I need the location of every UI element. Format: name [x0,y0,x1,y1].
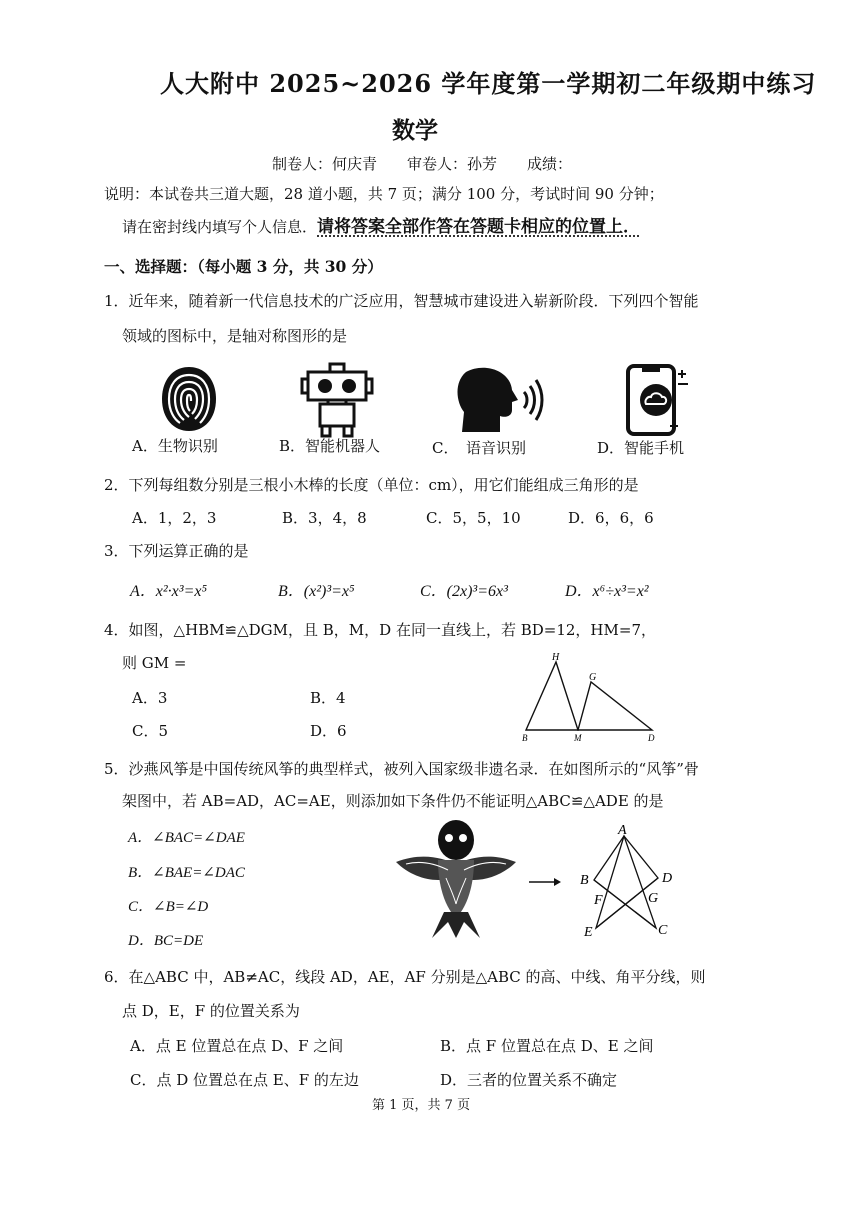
q5-label-e: E [584,925,593,940]
q3-option-a[interactable]: A．x²·x³=x⁵ [130,583,208,600]
q3-stem: 3．下列运算正确的是 [104,542,249,560]
q5-label-c: C [658,923,668,938]
q4-label-b: B [522,733,528,742]
q5-label-g: G [648,891,659,906]
exam-title: 人大附中 2025~2026 学年度第一学期初二年级期中练习 [160,69,817,98]
q4-label-m: M [574,733,582,742]
q1-option-b[interactable]: B．智能机器人 [279,437,381,455]
robot-icon [300,362,374,438]
q5-stem-line2: 架图中，若 AB=AD，AC=AE，则添加如下条件仍不能证明△ABC≌△ADE 的是 [122,792,664,810]
q6-option-b[interactable]: B．点 F 位置总在点 D、E 之间 [440,1037,654,1055]
q5-option-c[interactable]: C．∠B=∠D [128,899,209,915]
q1-option-c[interactable]: C． 语音识别 [432,439,526,457]
q6-option-a[interactable]: A．点 E 位置总在点 D、F 之间 [130,1037,344,1055]
q2-option-d[interactable]: D．6，6，6 [568,509,654,527]
q4-stem: 4．如图，△HBM≌△DGM，且 B，M，D 在同一直线上，若 BD=12，HM=7， [104,621,656,639]
q4-option-c[interactable]: C．5 [132,722,169,740]
q5-option-a[interactable]: A．∠BAC=∠DAE [128,830,245,846]
q5-option-b[interactable]: B．∠BAE=∠DAC [128,865,245,881]
exam-note-2a: 请在密封线内填写个人信息． [122,218,318,236]
fingerprint-icon [158,363,220,435]
q1-option-a[interactable]: A．生物识别 [132,437,218,455]
exam-note-2 [122,212,640,237]
q1-stem-line2: 领域的图标中，是轴对称图形的是 [122,327,348,345]
q1-option-d[interactable]: D．智能手机 [597,439,685,457]
page-number: 第 1 页，共 7 页 [372,1098,471,1113]
exam-makers: 制卷人：何庆青 审卷人：孙芳 成绩： [272,155,573,173]
q4-option-d[interactable]: D．6 [310,722,347,740]
q1-stem-line1: 1．近年来，随着新一代信息技术的广泛应用，智慧城市建设进入崭新阶段．下列四个智能 [104,292,699,310]
q5-label-d: D [662,871,673,886]
q5-label-b: B [580,873,589,888]
q3-option-b[interactable]: B．(x²)³=x⁵ [278,583,355,600]
exam-note-1: 说明：本试卷共三道大题，28 道小题，共 7 页；满分 100 分，考试时间 90 分钟； [104,185,664,203]
q3-option-d[interactable]: D．x⁶÷x³=x² [565,583,649,600]
q4-option-b[interactable]: B．4 [310,689,346,707]
q5-stem-line1: 5．沙燕风筝是中国传统风筝的典型样式，被列入国家级非遗名录．在如图所示的“风筝”骨 [104,760,699,778]
q4-label-g: G [589,672,597,683]
q5-label-f: F [594,893,603,908]
arrow-icon [528,876,562,888]
q6-stem-line1: 6．在△ABC 中，AB≠AC，线段 AD，AE，AF 分别是△ABC 的高、中线、角平分线，则 [104,968,706,986]
q2-option-a[interactable]: A．1，2，3 [132,509,217,527]
q5-label-a: A [618,823,627,838]
q2-option-b[interactable]: B．3，4，8 [282,509,367,527]
exam-note-2b: 请将答案全部作答在答题卡相应的位置上． [317,217,641,237]
section-heading: 一、选择题：（每小题 3 分，共 30 分） [104,257,383,276]
q2-stem: 2．下列每组数分别是三根小木棒的长度（单位：cm），用它们能组成三角形的是 [104,476,639,494]
q6-option-d[interactable]: D．三者的位置关系不确定 [440,1071,618,1089]
smartphone-icon [622,362,694,438]
q4-option-a[interactable]: A．3 [132,689,168,707]
q5-kite-diagram [578,822,690,940]
q4-triangle-figure [516,650,666,742]
voice-recognition-icon [454,366,546,434]
q6-option-c[interactable]: C．点 D 位置总在点 E、F 的左边 [130,1071,359,1089]
subject-title: 数学 [392,117,438,144]
q2-option-c[interactable]: C．5，5，10 [426,509,521,527]
q3-option-c[interactable]: C．(2x)³=6x³ [420,583,508,600]
q4-stem-2: 则 GM = [122,654,187,672]
q5-option-d[interactable]: D．BC=DE [128,933,204,949]
q6-stem-line2: 点 D，E，F 的位置关系为 [122,1002,300,1020]
q4-label-d: D [648,733,655,742]
q4-label-h: H [552,652,560,663]
kite-image [392,818,520,940]
